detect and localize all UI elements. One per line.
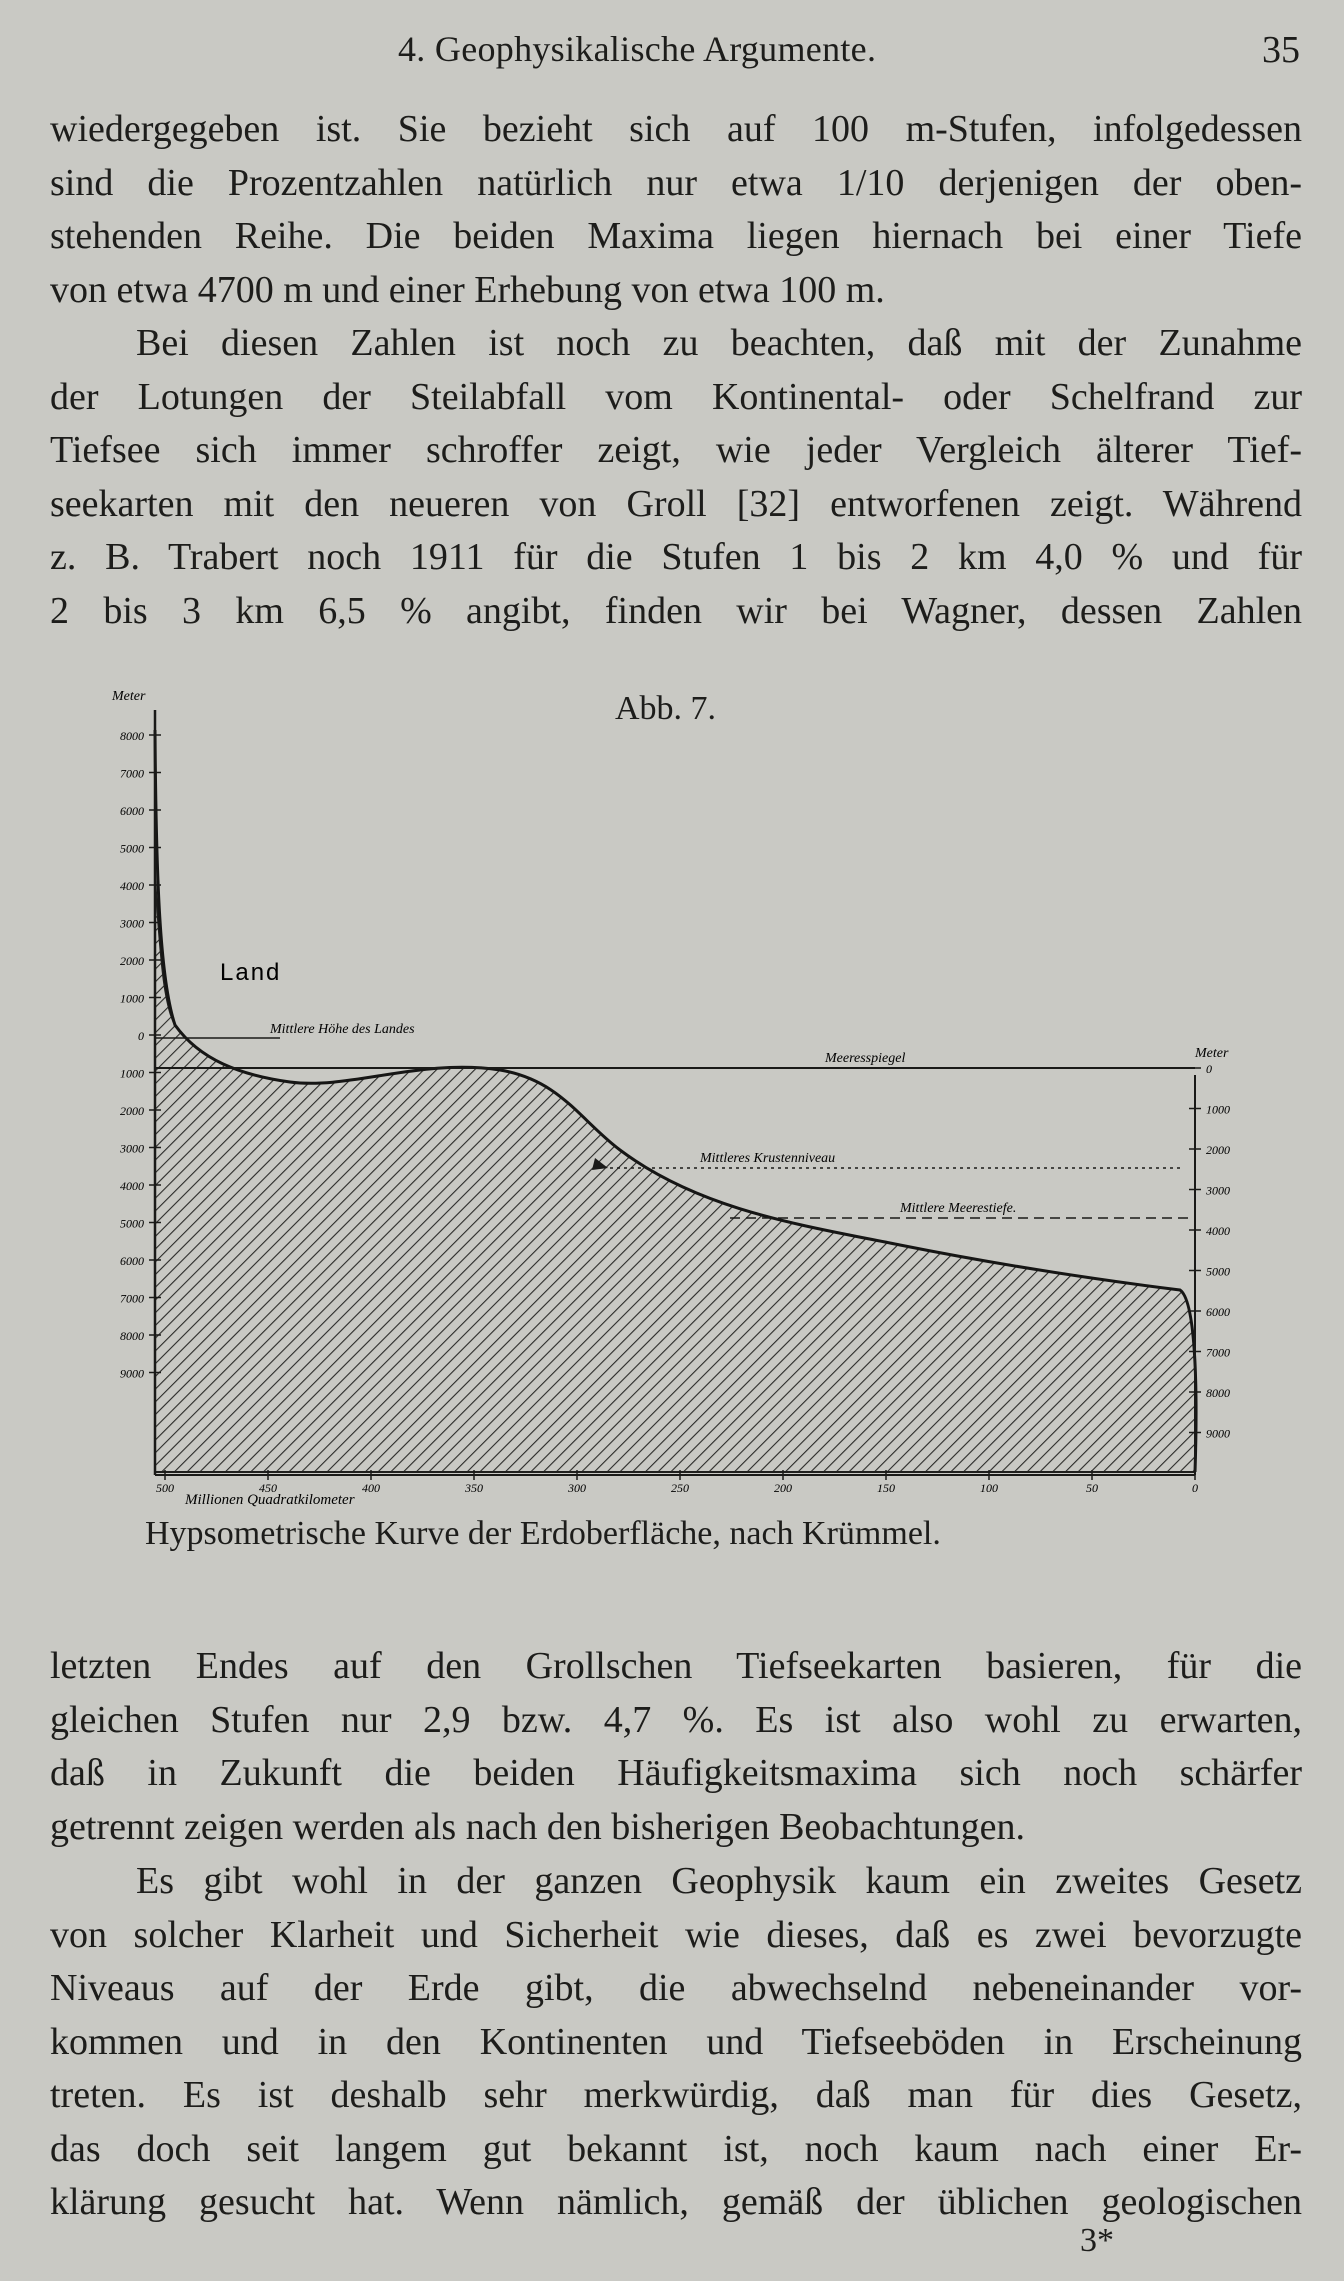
left-axis-unit: Meter [112,689,146,704]
text-line: 2 bis 3 km 6,5 % angibt, finden wir bei Wagner, dessen Zahlen [50,589,1302,632]
text-line: daß in Zukunft die beiden Häufigkeitsmaxima sich noch schärfer [50,1752,1302,1794]
right-axis-unit: Meter [1195,1046,1229,1061]
left-tick-label: 5000 [120,1216,144,1231]
x-tick-label: 100 [980,1481,998,1495]
x-tick-label: 0 [1192,1481,1198,1495]
left-tick-label: 7000 [120,766,144,781]
text-line: Es gibt wohl in der ganzen Geophysik kaum ein zweites Gesetz [136,1860,1302,1902]
text-line: der Lotungen der Steilabfall vom Kontinental- oder Schelfrand zur [50,375,1302,418]
text-line: Tiefsee sich immer schroffer zeigt, wie jeder Vergleich älterer Tief- [50,429,1302,471]
text-line: das doch seit langem gut bekannt ist, noch kaum nach einer Er- [50,2127,1302,2170]
text-line: wiedergegeben ist. Sie bezieht sich auf 100 m-Stufen, infolgedessen [50,108,1302,150]
x-tick-label: 150 [877,1481,895,1495]
mean-land-height-label: Mittlere Höhe des Landes [270,1022,415,1037]
left-tick-label: 9000 [120,1366,144,1381]
left-tick-label: 7000 [120,1291,144,1306]
x-tick-label: 250 [671,1481,689,1495]
left-tick-label: 5000 [120,841,144,856]
text-line: Bei diesen Zahlen ist noch zu beachten, daß mit der Zunahme [136,322,1302,364]
text-line: seekarten mit den neueren von Groll [32] entworfenen zeigt. Während [50,482,1302,525]
text-line: getrennt zeigen werden als nach den bisherigen Beobachtungen. [50,1805,1025,1848]
left-tick-label: 4000 [120,879,144,893]
x-tick-label: 400 [362,1481,380,1495]
figure-label: Abb. 7. [615,690,717,727]
left-tick-label: 3000 [120,916,144,931]
x-axis-label: Millionen Quadratkilometer [185,1492,355,1508]
signature-mark: 3* [1080,2222,1114,2259]
text-line: letzten Endes auf den Grollschen Tiefseekarten basieren, für die [50,1645,1302,1687]
mean-sea-depth-label: Mittlere Meerestiefe. [900,1201,1017,1216]
x-tick-label: 300 [568,1481,586,1495]
left-tick-label: 1000 [120,991,144,1006]
hypsometric-area [155,880,1196,1472]
running-head [0,28,1344,72]
right-tick-label: 4000 [1206,1224,1230,1238]
x-tick-label: 50 [1086,1481,1098,1495]
right-tick-label: 1000 [1206,1102,1230,1117]
right-tick-label: 0 [1206,1062,1212,1076]
paragraph-1 [50,103,1302,317]
x-tick-label: 450 [259,1481,277,1495]
mean-crust-level-label: Mittleres Krustenniveau [700,1151,836,1166]
paragraph-3 [50,1640,1302,1854]
right-tick-label: 2000 [1206,1143,1230,1157]
left-tick-label: 2000 [120,1104,144,1118]
text-line: kommen und in den Kontinenten und Tiefseeböden in Erscheinung [50,2020,1302,2063]
running-title: 4. Geophysikalische Argumente. [398,29,877,69]
figure-hypsometric-curve [100,680,1300,1510]
right-tick-label: 5000 [1206,1264,1230,1279]
sea-level-label: Meeresspiegel [825,1051,906,1066]
x-tick-label: 200 [774,1481,792,1495]
x-tick-label: 500 [156,1481,174,1495]
paragraph-2 [50,317,1302,638]
text-line: von etwa 4700 m und einer Erhebung von etwa 100 m. [50,268,885,311]
text-line: treten. Es ist deshalb sehr merkwürdig, daß man für dies Gesetz, [50,2074,1302,2116]
text-line: Niveaus auf der Erde gibt, die abwechselnd nebeneinander vor- [50,1967,1302,2009]
text-line: sind die Prozentzahlen natürlich nur etwa 1/10 derjenigen der oben- [50,161,1302,204]
text-line: von solcher Klarheit und Sicherheit wie dieses, daß es zwei bevorzugte [50,1913,1302,1956]
left-tick-label: 2000 [120,954,144,968]
text-line: klärung gesucht hat. Wenn nämlich, gemäß der üblichen geologischen [50,2181,1302,2223]
text-line: gleichen Stufen nur 2,9 bzw. 4,7 %. Es ist also wohl zu erwarten, [50,1698,1302,1741]
left-tick-label: 1000 [120,1066,144,1081]
page-number: 35 [1262,29,1300,71]
paragraph-4 [50,1855,1302,2230]
right-tick-label: 8000 [1206,1386,1230,1400]
left-tick-label: 8000 [120,1329,144,1343]
x-tick-label: 350 [465,1481,483,1495]
text-line: stehenden Reihe. Die beiden Maxima liegen hiernach bei einer Tiefe [50,215,1302,257]
left-tick-label: 4000 [120,1179,144,1193]
right-tick-label: 6000 [1206,1305,1230,1319]
land-label: Land [220,959,282,986]
left-tick-label: 3000 [120,1141,144,1156]
left-tick-label: 8000 [120,729,144,743]
figure-caption: Hypsometrische Kurve der Erdoberfläche, nach Krümmel. [145,1515,941,1552]
right-tick-label: 9000 [1206,1426,1230,1441]
text-line: z. B. Trabert noch 1911 für die Stufen 1 bis 2 km 4,0 % und für [50,536,1302,578]
right-tick-label: 3000 [1206,1183,1230,1198]
hypsometric-chart [100,680,1300,1510]
right-tick-label: 7000 [1206,1345,1230,1360]
left-tick-label: 6000 [120,804,144,818]
left-tick-label: 0 [138,1029,144,1043]
left-tick-label: 6000 [120,1254,144,1268]
